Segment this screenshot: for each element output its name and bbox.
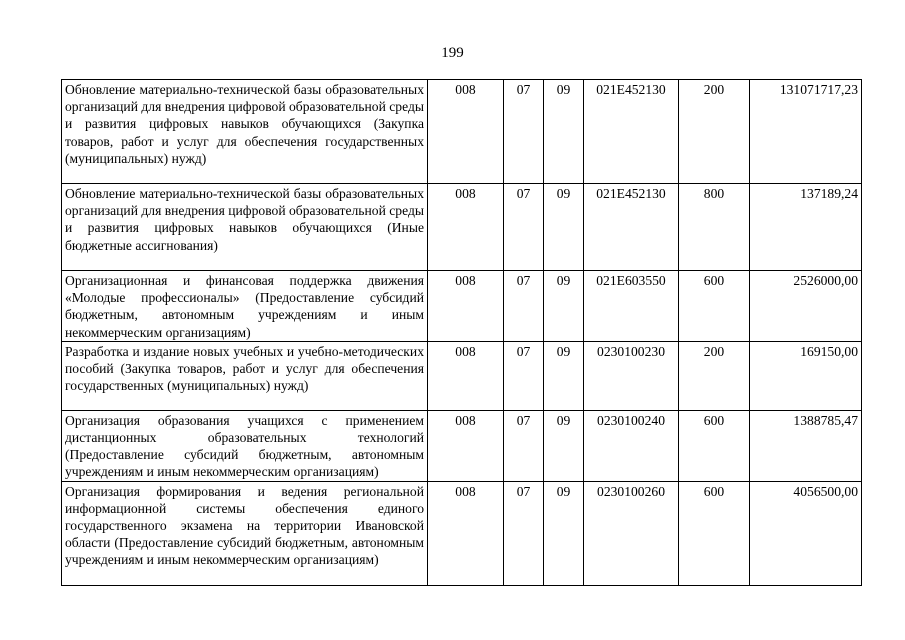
row-description: Организационная и финансовая поддержка движения «Молодые профессионалы» (Предоставление субсидий бюджетным, автономным учреждениям и иным некоммерческим организациям): [62, 271, 428, 342]
table-row: [62, 80, 862, 184]
target-article-code: 021Е452130: [584, 184, 679, 271]
target-article-code: 021Е452130: [584, 80, 679, 184]
amount: 169150,00: [750, 341, 862, 410]
table-row: [62, 410, 862, 481]
section-code: 07: [504, 271, 544, 342]
ministry-code: 008: [428, 341, 504, 410]
expense-type-code: 800: [679, 184, 750, 271]
expense-type-code: 600: [679, 410, 750, 481]
section-code: 07: [504, 341, 544, 410]
table-row: [62, 184, 862, 271]
ministry-code: 008: [428, 410, 504, 481]
amount: 4056500,00: [750, 481, 862, 585]
table-row: [62, 341, 862, 410]
amount: 131071717,23: [750, 80, 862, 184]
expense-type-code: 600: [679, 271, 750, 342]
target-article-code: 0230100230: [584, 341, 679, 410]
expense-type-code: 200: [679, 341, 750, 410]
subsection-code: 09: [544, 184, 584, 271]
section-code: 07: [504, 410, 544, 481]
target-article-code: 0230100240: [584, 410, 679, 481]
row-description: Разработка и издание новых учебных и учебно-методических пособий (Закупка товаров, работ и услуг для обеспечения государственных (муниципальных) нужд): [62, 341, 428, 410]
ministry-code: 008: [428, 271, 504, 342]
table-row: [62, 481, 862, 585]
expense-type-code: 200: [679, 80, 750, 184]
row-description: Организация формирования и ведения региональной информационной системы обеспечения единого государственного экзамена на территории Ивановской области (Предоставление субсидий бюджетным, автономным учреждениям и иным некоммерческим организациям): [62, 481, 428, 585]
subsection-code: 09: [544, 481, 584, 585]
amount: 2526000,00: [750, 271, 862, 342]
amount: 1388785,47: [750, 410, 862, 481]
row-description: Обновление материально-технической базы образовательных организаций для внедрения цифровой образовательной среды и развития цифровых навыков обучающихся (Закупка товаров, работ и услуг для обеспечения государственных (муниципальных) нужд): [62, 80, 428, 184]
subsection-code: 09: [544, 271, 584, 342]
section-code: 07: [504, 80, 544, 184]
ministry-code: 008: [428, 80, 504, 184]
amount: 137189,24: [750, 184, 862, 271]
expense-type-code: 600: [679, 481, 750, 585]
target-article-code: 0230100260: [584, 481, 679, 585]
subsection-code: 09: [544, 410, 584, 481]
section-code: 07: [504, 481, 544, 585]
row-description: Обновление материально-технической базы образовательных организаций для внедрения цифровой образовательной среды и развития цифровых навыков обучающихся (Иные бюджетные ассигнования): [62, 184, 428, 271]
section-code: 07: [504, 184, 544, 271]
page-number: 199: [441, 45, 464, 61]
ministry-code: 008: [428, 481, 504, 585]
subsection-code: 09: [544, 80, 584, 184]
table-row: [62, 271, 862, 342]
budget-table: [61, 79, 862, 586]
row-description: Организация образования учащихся с применением дистанционных образовательных технологий (Предоставление субсидий бюджетным, автономным учреждениям и иным некоммерческим организациям): [62, 410, 428, 481]
ministry-code: 008: [428, 184, 504, 271]
subsection-code: 09: [544, 341, 584, 410]
target-article-code: 021Е603550: [584, 271, 679, 342]
